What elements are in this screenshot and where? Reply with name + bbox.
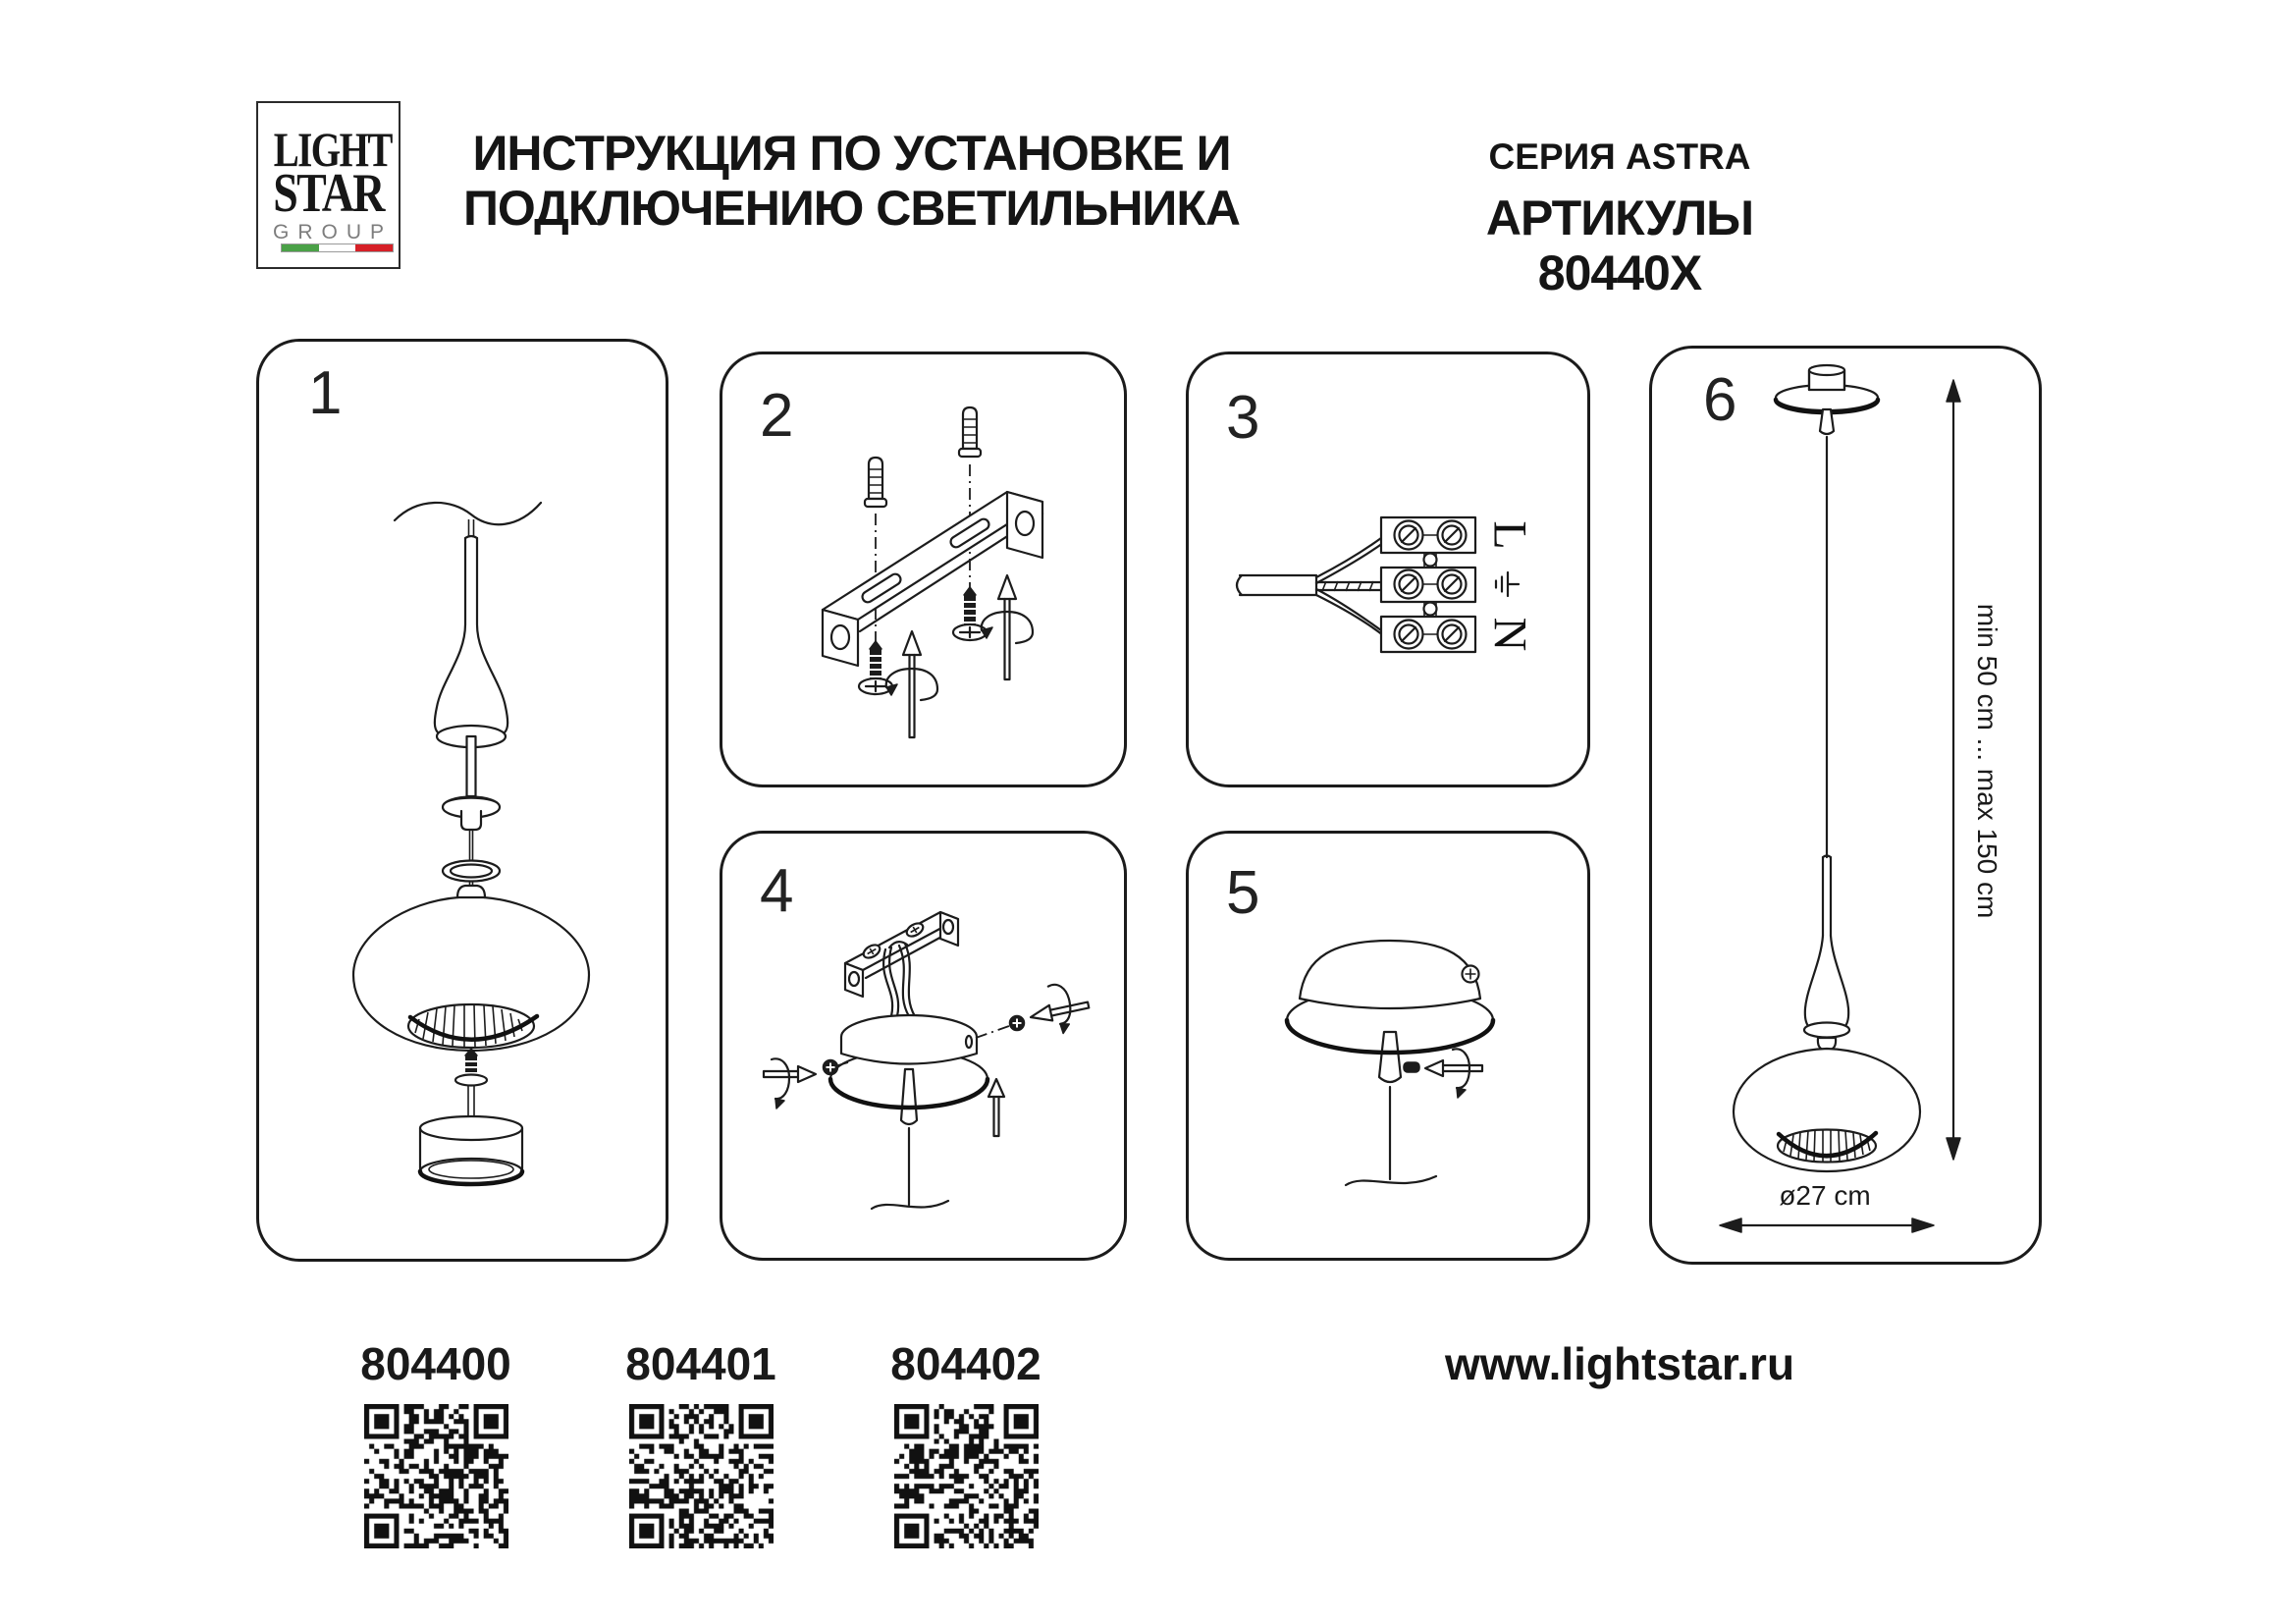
ceiling-cable-wave	[395, 503, 541, 537]
mains-cable	[1237, 538, 1383, 635]
step-2-drawing-bracket-mounting	[722, 354, 1124, 785]
step-5-panel	[1186, 831, 1590, 1261]
ceiling-canopy	[1287, 941, 1493, 1185]
side-screw-right	[976, 979, 1093, 1040]
qr-code-804401	[629, 1404, 774, 1548]
height-dimension	[1947, 380, 2002, 1160]
logo-word-light: LIGHT	[273, 122, 392, 177]
step-3-drawing-wiring	[1189, 354, 1587, 785]
title-line-2: ПОДКЛЮЧЕНИЮ СВЕТИЛЬНИКА	[462, 181, 1240, 236]
step-1-number: 1	[308, 359, 343, 427]
live-wire-label: L	[1483, 520, 1536, 550]
step-6-panel	[1649, 346, 2042, 1265]
page-title	[422, 126, 1281, 236]
suspension-cone	[435, 536, 507, 747]
series-block	[1414, 137, 1826, 300]
logo-word-star: STAR	[273, 163, 384, 224]
step-6-number: 6	[1703, 366, 1737, 434]
led-module-drum	[420, 1116, 522, 1184]
title-line-1: ИНСТРУКЦИЯ ПО УСТАНОВКЕ И	[472, 126, 1231, 181]
article-number-3: 804402	[890, 1338, 1041, 1389]
flag-red	[355, 244, 393, 251]
step-4-drawing-canopy-mounting	[722, 834, 1124, 1258]
article-number-1: 804400	[360, 1338, 511, 1389]
step-5-drawing-cable-adjustment	[1189, 834, 1587, 1258]
push-up-arrow-icon	[988, 1079, 1004, 1136]
series-label: СЕРИЯ ASTRA	[1488, 136, 1751, 177]
italian-flag-icon	[281, 244, 394, 252]
flag-green	[282, 244, 319, 251]
ceiling-canopy	[830, 1015, 988, 1209]
article-number-2: 804401	[625, 1338, 776, 1389]
step-6-drawing-assembled-lamp	[1652, 349, 2039, 1262]
fixing-screw-and-driver	[455, 1049, 487, 1123]
step-4-panel	[720, 831, 1127, 1261]
website-link[interactable]: www.lightstar.ru	[1444, 1338, 1795, 1389]
diameter-label: ø27 cm	[1779, 1180, 1871, 1211]
step-1-panel	[256, 339, 668, 1262]
lightstar-logo	[256, 101, 400, 269]
qr-code-804400	[364, 1404, 508, 1548]
neutral-wire-label: N	[1483, 617, 1536, 652]
rod-and-discs	[443, 736, 500, 888]
diameter-dimension	[1720, 1180, 1934, 1232]
step-2-panel	[720, 352, 1127, 787]
wall-anchor-icon	[865, 407, 981, 507]
step-3-number: 3	[1226, 384, 1260, 452]
step-3-panel	[1186, 352, 1590, 787]
articles-label: АРТИКУЛЫ 80440X	[1485, 190, 1754, 300]
terminal-block	[1381, 517, 1475, 652]
assembled-pendant	[1734, 365, 1920, 1171]
earth-ground-icon	[1496, 572, 1519, 596]
set-screw-icon	[1404, 1049, 1482, 1098]
flag-white	[319, 244, 356, 251]
logo-word-group: GROUP	[272, 221, 393, 244]
height-range-label: min 50 cm ... max 150 cm	[1972, 603, 2002, 919]
step-5-number: 5	[1226, 859, 1260, 927]
step-4-number: 4	[760, 857, 794, 925]
glass-shade-bowl	[353, 886, 589, 1051]
step-2-number: 2	[760, 382, 794, 450]
step-1-drawing-pendant-assembly	[259, 342, 666, 1259]
qr-code-804402	[894, 1404, 1039, 1548]
